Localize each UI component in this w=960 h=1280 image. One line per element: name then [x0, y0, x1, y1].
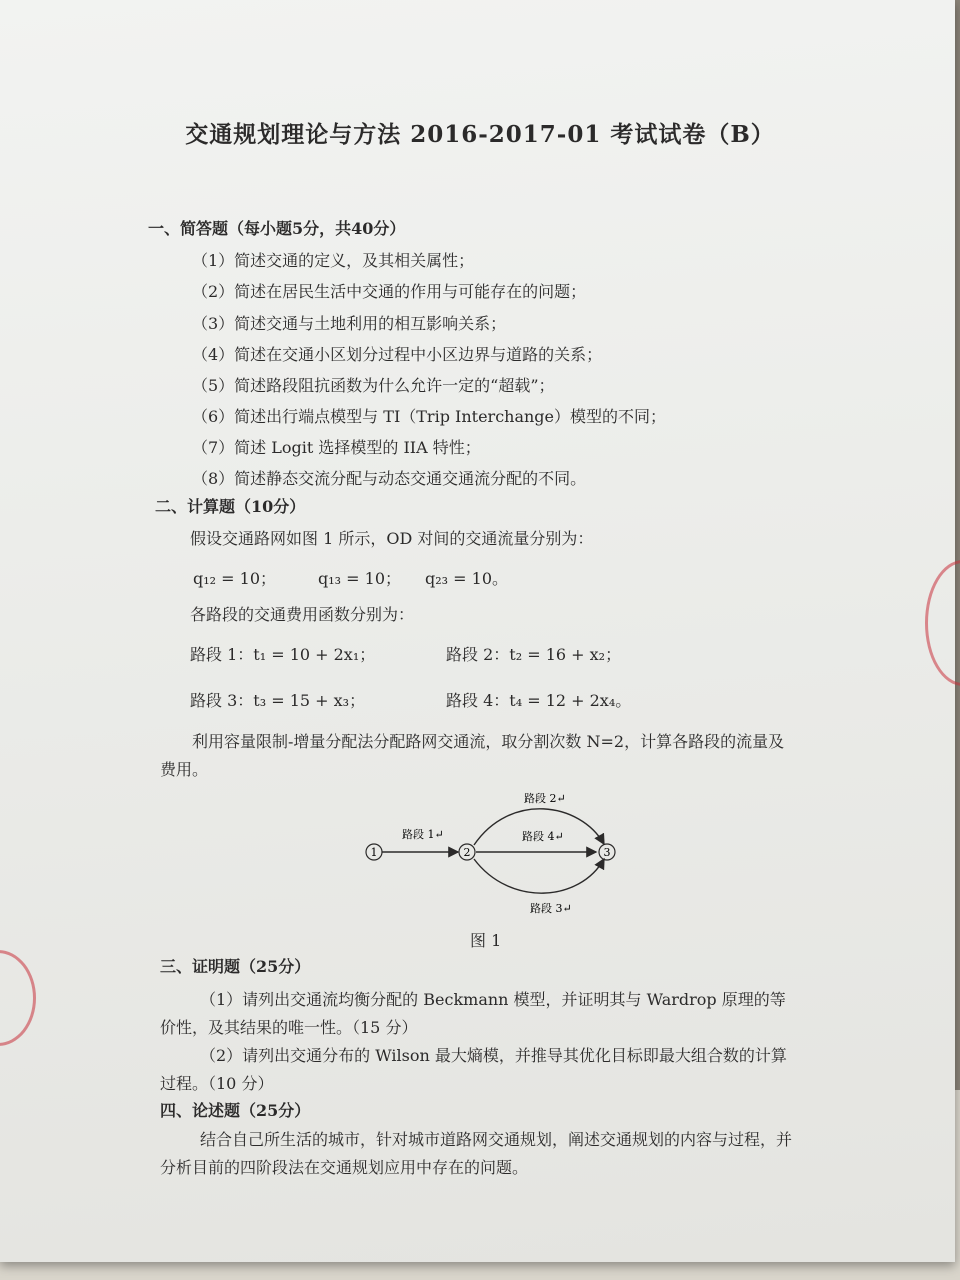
section1-heading: 一、简答题（每小题5分，共40分） — [148, 219, 406, 238]
section4-body: 结合自己所生活的城市，针对城市道路网交通规划，阐述交通规划的内容与过程，并分析目前的四阶段法在交通规划应用中存在的问题。 — [160, 1130, 793, 1177]
section4-heading: 四、论述题（25分） — [160, 1101, 311, 1120]
link-1-label: 路段 1↵ — [402, 828, 444, 841]
section2-task: 利用容量限制-增量分配法分配路网交通流，取分割次数 N=2，计算各路段的流量及费用。 — [160, 732, 785, 779]
link-4-label: 路段 4↵ — [522, 830, 564, 843]
node-3-label: 3 — [603, 846, 611, 859]
section1-item-4: （4）简述在交通小区划分过程中小区边界与道路的关系； — [192, 345, 603, 364]
section1-item-2: （2）简述在居民生活中交通的作用与可能存在的问题； — [192, 282, 587, 301]
section1-item-8: （8）简述静态交流分配与动态交通交通流分配的不同。 — [192, 469, 587, 488]
section1-item-1: （1）简述交通的定义，及其相关属性； — [192, 251, 475, 270]
node-1-label: 1 — [370, 846, 378, 859]
cost-link-3: 路段 3：t₃ = 15 + x₃； — [190, 691, 366, 710]
section1-item-6: （6）简述出行端点模型与 TI（Trip Interchange）模型的不同； — [192, 407, 667, 426]
cost-link-1: 路段 1：t₁ = 10 + 2x₁； — [190, 645, 376, 664]
node-2-label: 2 — [463, 846, 471, 859]
link-3-label: 路段 3↵ — [530, 902, 572, 915]
od-flow-q23: q₂₃ = 10。 — [425, 569, 509, 588]
stamp-left — [0, 950, 36, 1046]
section1-item-3: （3）简述交通与土地利用的相互影响关系； — [192, 314, 507, 333]
section2-heading: 二、计算题（10分） — [155, 497, 306, 516]
figure-caption: 图 1 — [470, 931, 502, 950]
section1-item-7: （7）简述 Logit 选择模型的 IIA 特性； — [192, 438, 481, 457]
cost-link-4: 路段 4：t₄ = 12 + 2x₄。 — [446, 691, 632, 710]
od-flow-q13: q₁₃ = 10； — [318, 569, 402, 588]
stamp-right — [925, 560, 960, 686]
section3-question-1: （1）请列出交通流均衡分配的 Beckmann 模型，并证明其与 Wardrop 原理的等价性，及其结果的唯一性。（15 分） — [160, 990, 786, 1037]
section1-item-5: （5）简述路段阻抗函数为什么允许一定的“超载”； — [192, 376, 555, 395]
link-3-arrow — [474, 859, 604, 893]
exam-title: 交通规划理论与方法 2016-2017-01 考试试卷（B） — [185, 121, 775, 148]
network-diagram — [340, 782, 640, 952]
section2-intro: 假设交通路网如图 1 所示，OD 对间的交通流量分别为： — [190, 529, 594, 548]
cost-link-2: 路段 2：t₂ = 16 + x₂； — [446, 645, 622, 664]
cost-intro: 各路段的交通费用函数分别为： — [190, 605, 415, 624]
section3-question-2: （2）请列出交通分布的 Wilson 最大熵模，并推导其优化目标即最大组合数的计算过程。（10 分） — [160, 1046, 787, 1093]
section3-heading: 三、证明题（25分） — [160, 957, 311, 976]
link-2-label: 路段 2↵ — [524, 792, 566, 805]
od-flow-q12: q₁₂ = 10； — [193, 569, 277, 588]
